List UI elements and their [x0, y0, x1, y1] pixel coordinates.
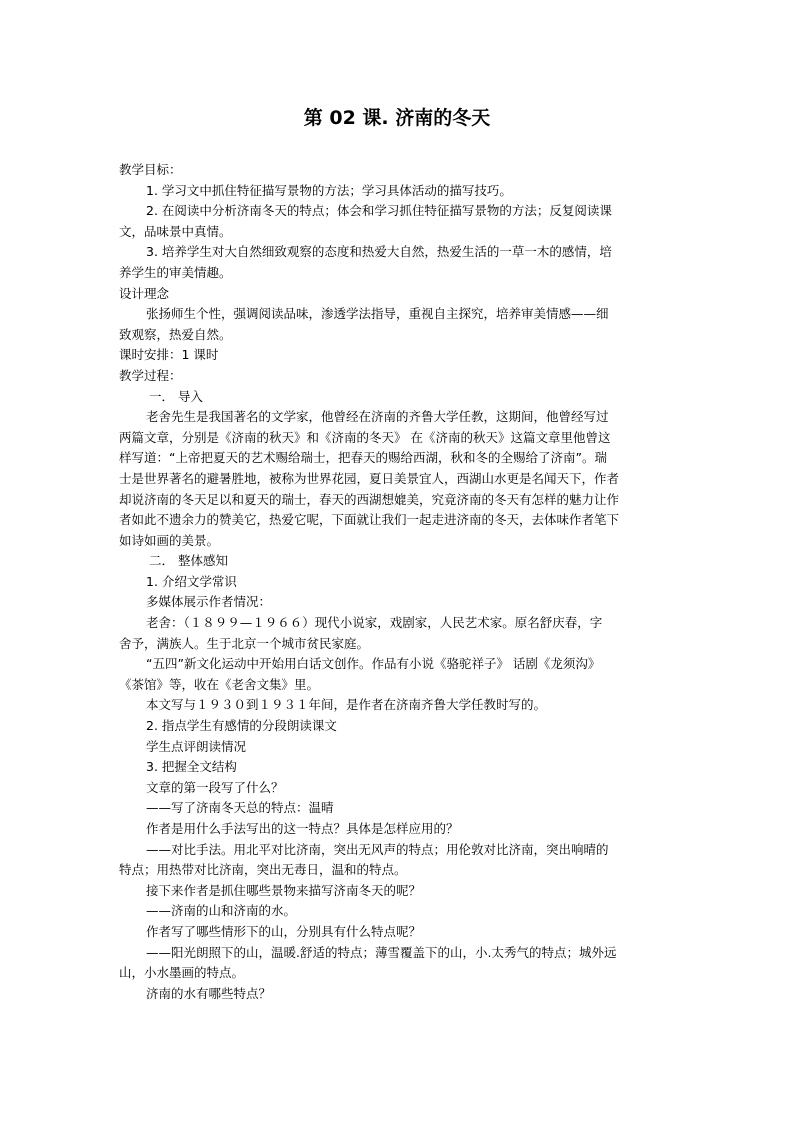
lesson-title: 第 02 课. 济南的冬天 [303, 107, 491, 129]
text-line: 1. 介绍文学常识 [146, 573, 237, 589]
document-body [119, 160, 675, 1004]
text-line: 教学目标： [119, 162, 182, 177]
text-line: 二． 整体感知 [149, 553, 228, 569]
text-line: 《茶馆》等，收在《老舍文集》里。 [119, 676, 320, 692]
text-line: 接下来作者是抓住哪些景物来描写济南冬天的呢？ [146, 882, 422, 898]
text-line: 文，品味景中真情。 [119, 223, 232, 239]
text-line: 士是世界著名的避暑胜地，被称为世界花园，夏日美景宜人，西湖山水更是名闻天下，作者 [119, 470, 620, 486]
text-line: 如诗如画的美景。 [119, 532, 220, 548]
text-line: ——济南的山和济南的水。 [146, 903, 297, 919]
text-line: 老舍：（１８９９—１９６６）现代小说家，戏剧家，人民艺术家。原名舒庆春，字 [146, 615, 603, 631]
text-line: ——对比手法。用北平对比济南，突出无风声的特点；用伦敦对比济南，突出响晴的 [146, 841, 609, 857]
text-line: 1. 学习文中抓住特征描写景物的方法；学习具体活动的描写技巧。 [146, 182, 512, 198]
text-line: 教学过程： [119, 367, 182, 383]
text-line: “五四”新文化运动中开始用白话文创作。作品有小说《骆驼祥子》 话剧《龙须沟》 [146, 656, 601, 672]
text-line: 3. 培养学生对大自然细致观察的态度和热爱大自然，热爱生活的一草一木的感情，培 [146, 244, 612, 260]
text-line: 课时安排：1 课时 [119, 347, 219, 363]
text-line: 老舍先生是我国著名的文学家，他曾经在济南的齐鲁大学任教，这期间，他曾经写过 [146, 409, 609, 425]
text-line: 3. 把握全文结构 [146, 759, 237, 775]
text-line: 2. 指点学生有感情的分段朗读课文 [146, 718, 337, 734]
text-line: 样写道：“上帝把夏天的艺术赐给瑞士，把春天的赐给西湖，秋和冬的全赐给了济南”。瑞 [119, 450, 607, 466]
text-line: 两篇文章，分别是《济南的秋天》和《济南的冬天》 在《济南的秋天》这篇文章里他曾这 [119, 429, 611, 445]
text-line: 多媒体展示作者情况： [146, 594, 272, 610]
text-line: 作者是用什么手法写出的这一特点？具体是怎样应用的？ [146, 821, 459, 836]
text-line: 致观察，热爱自然。 [119, 326, 232, 342]
text-line: 养学生的审美情趣。 [119, 264, 232, 280]
text-line: 一． 导入 [149, 388, 203, 404]
text-line: 学生点评朗读情况 [146, 738, 247, 754]
text-line: ——写了济南冬天总的特点：温晴 [146, 800, 334, 816]
text-line: 特点；用热带对比济南，突出无毒日，温和的特点。 [119, 862, 407, 878]
text-line: 2. 在阅读中分析济南冬天的特点；体会和学习抓住特征描写景物的方法；反复阅读课 [146, 203, 612, 219]
text-line: ——阳光朗照下的山，温暖.舒适的特点；薄雪覆盖下的山，小.太秀气的特点；城外远 [146, 944, 617, 960]
text-line: 本文写与１９３０到１９３１年间，是作者在济南齐鲁大学任教时写的。 [146, 697, 547, 713]
text-line: 者如此不遗余力的赞美它，热爱它呢，下面就让我们一起走进济南的冬天，去体味作者笔下 [119, 512, 620, 528]
text-line: 济南的水有哪些特点？ [146, 985, 272, 1001]
text-line: 设计理念 [119, 285, 170, 301]
text-line: 山，小水墨画的特点。 [119, 965, 245, 981]
text-line: 文章的第一段写了什么？ [146, 779, 284, 795]
text-line: 张扬师生个性，强调阅读品味，渗透学法指导，重视自主探究，培养审美情感——细 [146, 306, 609, 322]
text-line: 却说济南的冬天足以和夏天的瑞士，春天的西湖想媲美，究竟济南的冬天有怎样的魅力让作 [119, 491, 620, 507]
text-line: 作者写了哪些情形下的山，分别具有什么特点呢？ [146, 923, 422, 939]
text-line: 舍予，满族人。生于北京一个城市贫民家庭。 [119, 635, 370, 651]
